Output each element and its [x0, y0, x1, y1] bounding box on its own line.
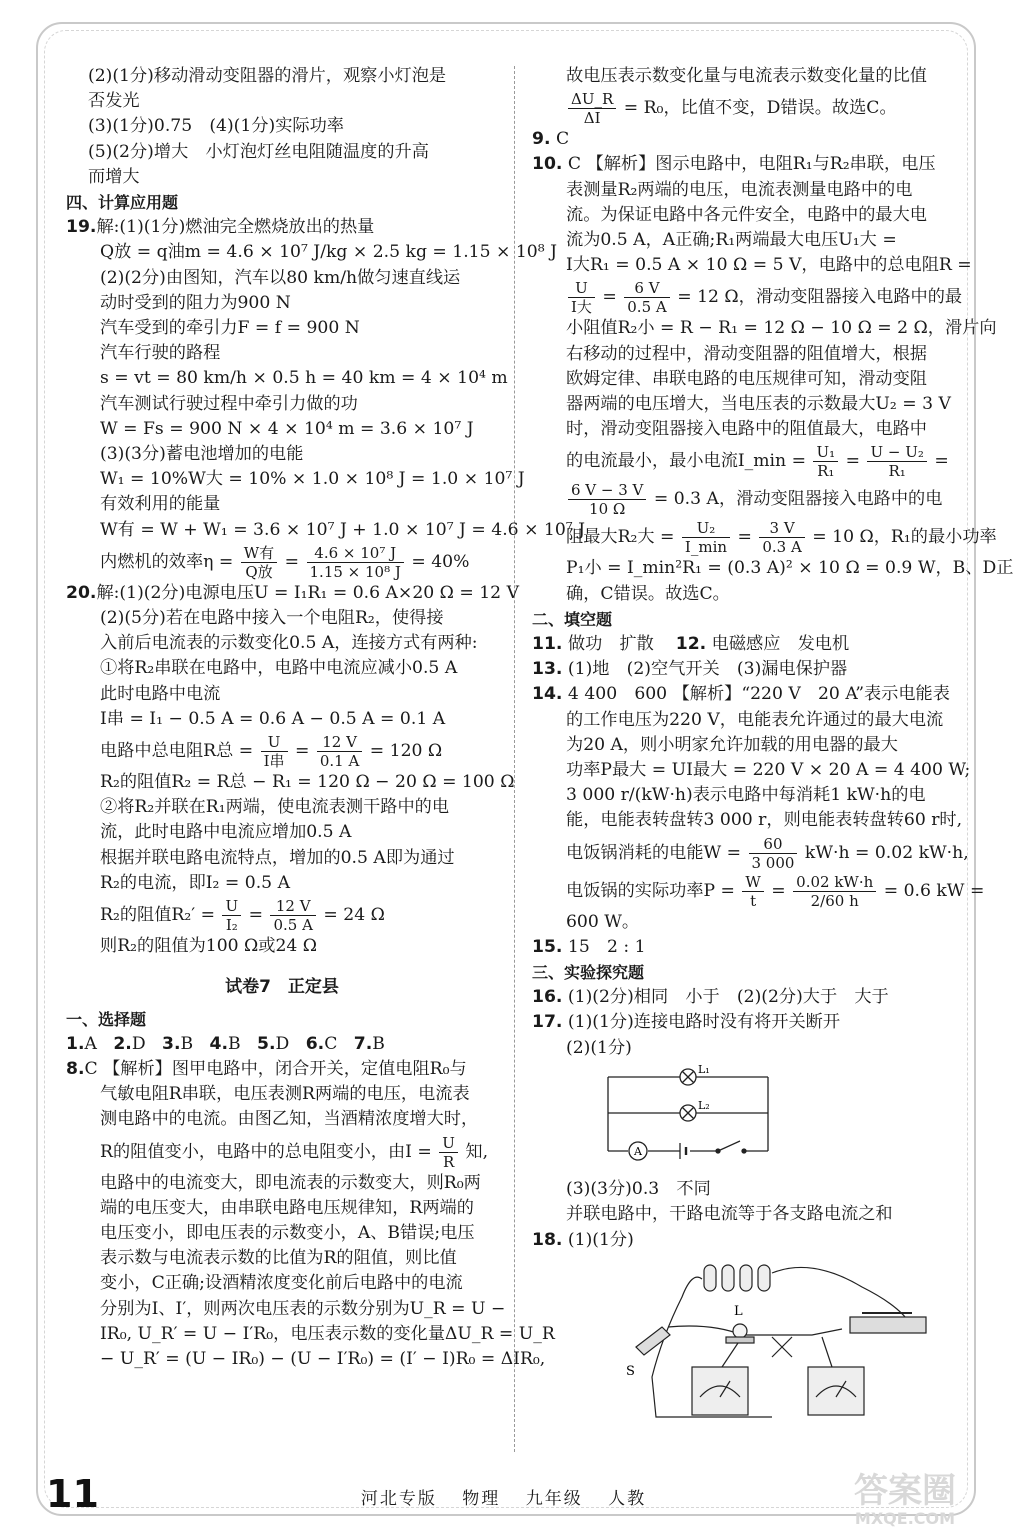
- label-switch: S: [626, 1363, 635, 1379]
- numerator: U: [261, 733, 288, 752]
- denominator: Q放: [245, 562, 273, 581]
- question-number: 13.: [532, 659, 563, 680]
- text-line: 端的电压变大，由串联电路电压规律知，R两端的: [100, 1197, 474, 1218]
- formula-text: = 12 Ω，滑动变阻器接入电路中的最: [677, 287, 963, 308]
- text-line: ②将R₂并联在R₁两端，使电流表测干路中的电: [100, 797, 450, 818]
- text-line: 欧姆定律、串联电路的电压规律可知，滑动变阻: [566, 368, 927, 389]
- question-number: 18.: [532, 1229, 563, 1250]
- paper-title: 试卷7 正定县: [225, 977, 339, 998]
- label-ammeter: A: [634, 1144, 642, 1158]
- formula-text: = 120 Ω: [369, 741, 443, 762]
- denominator: t: [750, 891, 757, 910]
- numerator: 6 V − 3 V: [568, 481, 646, 500]
- fraction: [307, 544, 404, 581]
- formula-text: =: [934, 451, 949, 472]
- formula-text: = 24 Ω: [323, 905, 385, 926]
- denominator: I₂: [225, 916, 238, 935]
- text-line: W有 = W + W₁ = 3.6 × 10⁷ J + 1.0 × 10⁷ J = 4.6 × 10⁷ J: [100, 519, 586, 540]
- formula-line: [532, 834, 969, 872]
- denominator: 0.5 A: [273, 916, 313, 935]
- question-16: [532, 985, 964, 1010]
- text-line: (3)(3分)蓄电池增加的电能: [100, 444, 304, 465]
- answer: A: [84, 1033, 97, 1054]
- battery-cell-icon: [704, 1265, 716, 1291]
- text-line: 而增大: [88, 166, 140, 187]
- question-18: [532, 1228, 964, 1253]
- text-line: 并联电路中，干路电流等于各支路电流之和: [566, 1204, 893, 1225]
- denominator: R: [442, 1152, 455, 1171]
- formula-line: $\frac{U}{\text{I大}}$ = $\frac{6 V}{0.5 A}$ = 12 Ω，滑动变阻器接入电路中的最: [532, 278, 964, 316]
- text-line: (1)(1分): [567, 1229, 634, 1250]
- numerator: 6 V: [624, 279, 669, 298]
- fraction: [793, 873, 876, 910]
- text-line: 则R₂的阻值为100 Ω或24 Ω: [100, 936, 318, 957]
- question-number: 17.: [532, 1012, 563, 1033]
- question-15: [532, 935, 964, 960]
- text-line: 功率P最大 = UI最大 = 220 V × 20 A = 4 400 W;: [566, 760, 971, 781]
- text-line: 电路中的电流变大，即电流表的示数变大，则R₀两: [100, 1172, 481, 1193]
- numerator: 4.6 × 10⁷ J: [307, 544, 404, 563]
- text-line: s = vt = 80 km/h × 0.5 h = 40 km = 4 × 10⁴ m: [100, 368, 508, 389]
- question-number: 16.: [532, 987, 563, 1008]
- formula-text: = 40%: [411, 551, 470, 572]
- formula-text: = R₀，比值不变，D错误。故选C。: [623, 98, 897, 119]
- denominator: I_min: [684, 538, 728, 557]
- formula-text: = 0.3 A，滑动变阻器接入电路中的电: [653, 489, 943, 510]
- label-lamp: L: [734, 1303, 743, 1319]
- formula-line: 内燃机的效率η = $\frac{\text{W有}}{\text{Q放}}$ = $\frac{\text{4.6 × 10⁷ J}}{\text{1.15 × 10⁸ J}}$ = 40%: [100, 543, 470, 581]
- fraction: [568, 481, 646, 518]
- question-number: 5.: [257, 1033, 276, 1054]
- text-line: 3 000 r/(kW·h)表示电路中每消耗1 kW·h的电: [566, 785, 926, 806]
- text-line: 小阻值R₂小 = R − R₁ = 12 Ω − 10 Ω = 2 Ω，滑片向: [566, 318, 997, 339]
- formula-text: 阻最大R₂大 =: [566, 527, 675, 548]
- meter-icon: [808, 1367, 864, 1415]
- question-9: [532, 127, 964, 152]
- question-number: 9.: [532, 129, 551, 150]
- text-line: (2)(1分)移动滑动变阻器的滑片，观察小灯泡是: [88, 66, 447, 86]
- text-line: P₁小 = I_min²R₁ = (0.3 A)² × 10 Ω = 0.9 W，B、D正: [566, 558, 1013, 579]
- text-line: 动时受到的阻力为900 N: [100, 292, 291, 313]
- question-number: 6.: [305, 1033, 325, 1054]
- text-line: 根据并联电路电流特点，增加的0.5 A即为通过: [100, 847, 455, 868]
- text-line: 变小，C正确;设酒精浓度变化前后电路中的电流: [100, 1273, 463, 1294]
- formula-text: R₂的阻值R₂′ =: [100, 905, 215, 926]
- question-number: 19.: [66, 217, 97, 238]
- formula-text: = 10 Ω，R₁的最小功率: [812, 527, 997, 548]
- denominator: 2/60 h: [810, 891, 859, 910]
- question-number: 1.: [66, 1033, 85, 1054]
- answer: B: [228, 1033, 241, 1054]
- formula-line: [66, 1133, 498, 1171]
- answer: B: [372, 1033, 385, 1054]
- question-8: [66, 1057, 498, 1082]
- fraction: [568, 279, 595, 316]
- section-heading: 三、实验探究题: [532, 963, 645, 983]
- question-11-12: [532, 632, 964, 657]
- numerator: W: [742, 873, 763, 892]
- answer: 电磁感应 发电机: [711, 634, 850, 655]
- text-line: 入前后电流表的示数变化0.5 A，连接方式有两种:: [100, 633, 478, 654]
- formula-line: 的电流最小，最小电流I_min = $\frac{\text{U₁}}{\text{R₁}}$ = $\frac{\text{U − U₂}}{\text{R₁}}$ =: [566, 443, 949, 481]
- formula-text: kW·h = 0.02 kW·h,: [804, 842, 969, 863]
- text-line: 测电路中的电流。由图乙知，当酒精浓度增大时，: [100, 1109, 479, 1130]
- text-line: 流，此时电路中电流应增加0.5 A: [100, 822, 352, 843]
- battery-cell-icon: [740, 1265, 752, 1291]
- text-line: (3)(1分)0.75 (4)(1分)实际功率: [88, 116, 344, 137]
- fraction: [568, 90, 616, 127]
- fraction: [759, 519, 804, 556]
- text-line: 表测量R₂两端的电压，电流表测量电路中的电: [566, 179, 913, 200]
- fraction: [270, 897, 315, 934]
- text-line: 为20 A，则小明家允许加载的用电器的最大: [566, 734, 898, 755]
- answer: 15 2 : 1: [567, 936, 646, 957]
- switch-contact: [742, 1149, 746, 1153]
- text-line: 否发光: [88, 91, 140, 112]
- text-line: 故电压表示数变化量与电流表示数变化量的比值: [566, 66, 927, 86]
- text-line: 表示数与电流表示数的比值为R的阻值，则比值: [100, 1248, 457, 1269]
- fraction: [439, 1134, 458, 1171]
- text-line: 右移动的过程中，滑动变阻器的阻值增大，根据: [566, 343, 927, 364]
- numerator: U₂: [682, 519, 730, 538]
- section-heading: 一、选择题: [66, 1009, 147, 1029]
- denominator: R₁: [888, 462, 906, 481]
- fraction: [682, 519, 730, 556]
- watermark-url: MXQE.COM: [854, 1509, 956, 1528]
- numerator: 0.02 kW·h: [793, 873, 876, 892]
- text-line: (2)(1分): [566, 1037, 632, 1058]
- denominator: 0.5 A: [627, 298, 667, 317]
- numerator: 12 V: [270, 897, 315, 916]
- fraction: [222, 897, 241, 934]
- answer: D: [275, 1033, 290, 1054]
- watermark-text: 答案圈: [854, 1471, 956, 1511]
- footer-subject: 物理: [462, 1489, 501, 1509]
- text-line: 汽车受到的牵引力F = f = 900 N: [100, 318, 360, 339]
- battery-cell-icon: [758, 1265, 770, 1291]
- fraction: [317, 733, 362, 770]
- denominator: 0.3 A: [762, 538, 802, 557]
- formula-line: 电饭锅的实际功率P = $\frac{W}{t}$ = $\frac{0.02 kW\cdot h}{2/60 h}$ = 0.6 kW =: [566, 872, 985, 910]
- question-number: 15.: [532, 936, 563, 957]
- section-heading: 二、填空题: [532, 609, 613, 629]
- formula-text: = 0.6 kW =: [883, 880, 985, 901]
- formula-line: R₂的阻值R₂′ = $\frac{U}{\text{I₂}}$ = $\frac{12 V}{0.5 A}$ = 24 Ω: [100, 897, 385, 935]
- text-line: 解:(1)(2分)电源电压U = I₁R₁ = 0.6 A×20 Ω = 12 V: [96, 582, 519, 603]
- numerator: 60: [749, 835, 798, 854]
- text-line: 时，滑动变阻器接入电路中的阻值最大，电路中: [566, 419, 927, 440]
- wire: [668, 1326, 842, 1335]
- answer: C: [555, 129, 570, 150]
- answer: (1)(2分)相同 小于 (2)(2分)大于 大于: [567, 987, 889, 1008]
- numerator: U₁: [813, 443, 838, 462]
- text-line: 解:(1)(1分)燃油完全燃烧放出的热量: [96, 217, 375, 238]
- label-l2: L₂: [698, 1098, 710, 1112]
- numerator: ΔU_R: [568, 90, 616, 109]
- text-line: 分别为I、I′，则两次电压表的示数分别为U_R = U −: [100, 1298, 506, 1319]
- formula-text: 的电流最小，最小电流I_min =: [566, 451, 806, 472]
- text-line: 器两端的电压增大，当电压表的示数最大U₂ = 3 V: [566, 394, 951, 415]
- denominator: 0.1 A: [319, 752, 360, 771]
- question-number: 2.: [113, 1033, 132, 1054]
- text-line: 4 400 600 【解析】“220 V 20 A”表示电能表: [567, 684, 950, 705]
- text-line: 能，电能表转盘转3 000 r，则电能表转盘转60 r时,: [566, 810, 963, 831]
- question-number: 10.: [532, 154, 563, 175]
- meter-icon: [692, 1367, 748, 1415]
- denominator: I串: [263, 752, 285, 771]
- footer-grade: 九年级: [525, 1489, 583, 1509]
- formula-text: 电饭锅的实际功率P =: [566, 880, 735, 901]
- question-20: [66, 581, 519, 606]
- question-number: 8.: [66, 1058, 85, 1079]
- text-line: (1)(1分)连接电路时没有将开关断开: [567, 1012, 841, 1033]
- text-line: 有效利用的能量: [100, 494, 221, 515]
- numerator: 12 V: [317, 733, 362, 752]
- formula-line: 电路中总电阻R总 = $\frac{U}{\text{I串}}$ = $\frac{12 V}{0.1 A}$ = 120 Ω: [100, 733, 443, 771]
- denominator: 3 000: [751, 853, 795, 872]
- numerator: U − U₂: [867, 443, 926, 462]
- question-13: [532, 657, 964, 682]
- question-number: 14.: [532, 684, 563, 705]
- lamp-icon: [733, 1324, 747, 1338]
- denominator: R₁: [817, 462, 835, 481]
- right-column: [532, 64, 1013, 1439]
- question-17: [532, 1010, 964, 1035]
- answer: (1)地 (2)空气开关 (3)漏电保护器: [567, 659, 848, 680]
- formula-text: 电饭锅消耗的电能W =: [566, 842, 742, 863]
- answer: 做功 扩散: [567, 634, 654, 655]
- physical-circuit-svg: [622, 1257, 942, 1427]
- page-number: 11: [46, 1472, 99, 1516]
- text-line: 的工作电压为220 V，电能表允许通过的最大电流: [566, 709, 944, 730]
- formula-text: 内燃机的效率η =: [100, 551, 234, 572]
- switch-icon: [636, 1327, 670, 1355]
- question-number: 20.: [66, 582, 97, 603]
- text-line: Q放 = q油m = 4.6 × 10⁷ J/kg × 2.5 kg = 1.15 × 10⁸ J: [100, 242, 557, 263]
- answer: C: [324, 1033, 338, 1054]
- text-line: ①将R₂串联在电路中，电路中电流应减小0.5 A: [100, 658, 458, 679]
- parallel-circuit-diagram: [568, 1062, 964, 1173]
- numerator: 3 V: [759, 519, 804, 538]
- text-line: R₂的阻值R₂ = R总 − R₁ = 120 Ω − 20 Ω = 100 Ω: [100, 772, 515, 793]
- wire: [822, 1337, 832, 1367]
- question-number: 7.: [353, 1033, 373, 1054]
- label-l1: L₁: [698, 1062, 710, 1076]
- text-line: (2)(2分)由图知，汽车以80 km/h做匀速直线运: [100, 267, 461, 288]
- text-line: C 【解析】图甲电路中，闭合开关，定值电阻R₀与: [84, 1058, 467, 1079]
- text-line: 确，C错误。故选C。: [566, 583, 730, 604]
- numerator: U: [439, 1134, 458, 1153]
- question-number: 11.: [532, 634, 563, 655]
- question-number: 3.: [161, 1033, 181, 1054]
- question-number: 4.: [209, 1033, 229, 1054]
- text-line: IR₀, U_R′ = U − I′R₀，电压表示数的变化量ΔU_R = U_R: [100, 1323, 555, 1344]
- column-divider: [514, 66, 515, 1452]
- answer: D: [131, 1033, 146, 1054]
- text-line: 汽车行驶的路程: [100, 343, 221, 364]
- text-line: 600 W。: [566, 911, 640, 932]
- text-line: W = Fs = 900 N × 4 × 10⁴ m = 3.6 × 10⁷ J: [100, 418, 474, 439]
- choice-answers: [66, 1032, 498, 1057]
- text-line: (5)(2分)增大 小灯泡灯丝电阻随温度的升高: [88, 141, 429, 162]
- formula-text: 电路中总电阻R总 =: [100, 741, 254, 762]
- watermark-logo: [830, 1466, 980, 1530]
- footer-publisher: 人教: [608, 1489, 647, 1509]
- switch-blade: [718, 1141, 740, 1151]
- denominator: I大: [571, 298, 592, 317]
- numerator: U: [568, 279, 595, 298]
- fraction: [261, 733, 288, 770]
- formula-line: [532, 89, 964, 127]
- text-line: 汽车测试行驶过程中牵引力做的功: [100, 393, 358, 414]
- circuit-svg: [568, 1062, 808, 1165]
- text-line: 气敏电阻R串联，电压表测R两端的电压，电流表: [100, 1084, 470, 1105]
- fraction: [749, 835, 798, 872]
- numerator: U: [222, 897, 241, 916]
- text-line: 电压变小，即电压表的示数变小，A、B错误;电压: [100, 1222, 475, 1243]
- denominator: ΔI: [583, 109, 601, 128]
- footer-edition: 河北专版: [360, 1489, 437, 1509]
- fraction: [813, 443, 838, 480]
- question-19: [66, 215, 498, 240]
- answer: B: [180, 1033, 194, 1054]
- text-line: W₁ = 10%W大 = 10% × 1.0 × 10⁸ J = 1.0 × 10⁷ J: [100, 469, 525, 490]
- formula-line: 阻最大R₂大 = $\frac{\text{U₂}}{I\_\min}$ = $\frac{3 V}{0.3 A}$ = 10 Ω，R₁的最小功率: [566, 519, 997, 557]
- fraction: [624, 279, 669, 316]
- physical-circuit-diagram: [622, 1257, 964, 1435]
- battery-cell-icon: [722, 1265, 734, 1291]
- section-heading: 四、计算应用题: [66, 193, 179, 213]
- question-14: [532, 682, 964, 707]
- text-line: C 【解析】图示电路中，电阻R₁与R₂串联，电压: [567, 154, 936, 175]
- rheostat-icon: [850, 1317, 926, 1333]
- text-line: (3)(3分)0.3 不同: [566, 1179, 711, 1200]
- text-line: − U_R′ = (U − IR₀) − (U − I′R₀) = (I′ − I)R₀ = ΔIR₀,: [100, 1348, 546, 1369]
- fraction: [742, 873, 763, 910]
- denominator: 10 Ω: [589, 500, 626, 519]
- text-line: 此时电路中电流: [100, 683, 221, 704]
- formula-line: [532, 480, 964, 518]
- question-number: 12.: [675, 634, 707, 655]
- formula-text: R的阻值变小，电路中的总电阻变小，由I =: [100, 1141, 432, 1162]
- lamp-holder: [726, 1337, 754, 1343]
- text-line: I大R₁ = 0.5 A × 10 Ω = 5 V，电路中的总电阻R =: [566, 255, 972, 276]
- text-line: (2)(5分)若在电路中接入一个电阻R₂，使得接: [100, 608, 444, 629]
- text-line: I串 = I₁ − 0.5 A = 0.6 A − 0.5 A = 0.1 A: [100, 708, 446, 729]
- text-line: R₂的电流，即I₂ = 0.5 A: [100, 872, 290, 893]
- fraction: [867, 443, 926, 480]
- question-10: [532, 152, 964, 177]
- text-line: 流。为保证电路中各元件安全，电路中的最大电: [566, 204, 927, 225]
- denominator: 1.15 × 10⁸ J: [309, 562, 401, 581]
- numerator: W有: [241, 544, 277, 563]
- fraction: [241, 544, 277, 581]
- text-line: 流为0.5 A，A正确;R₁两端最大电压U₁大 =: [566, 230, 897, 251]
- formula-text: 知,: [465, 1141, 489, 1162]
